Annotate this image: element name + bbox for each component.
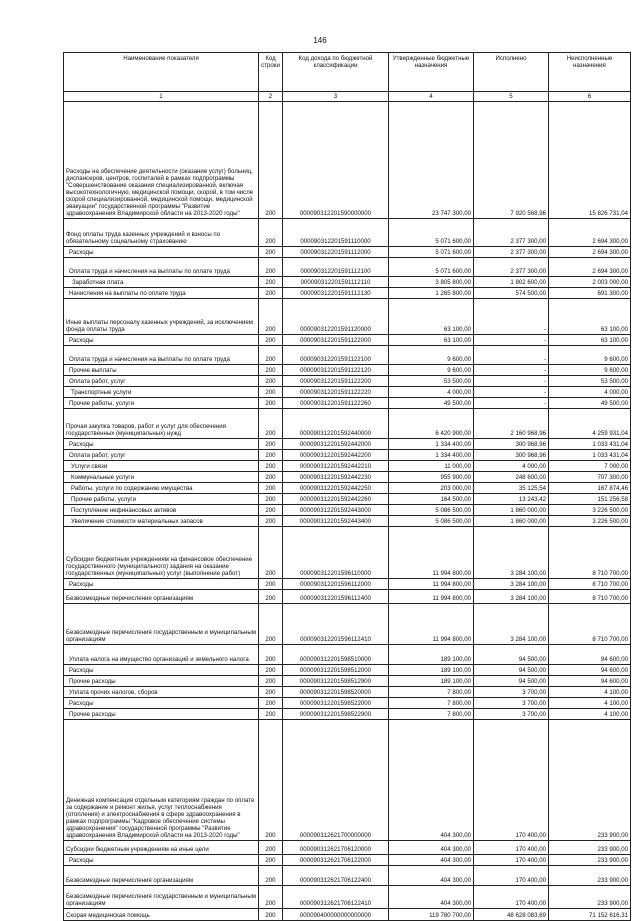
row-approved: 53 500,00: [389, 376, 474, 387]
row-unexecuted: 94 600,00: [549, 676, 631, 687]
row-executed: 48 628 083,69: [474, 909, 549, 921]
row-approved: 404 300,00: [389, 841, 474, 855]
row-code: 200: [259, 346, 283, 365]
row-unexecuted: 4 000,00: [549, 387, 631, 398]
row-name: Иные выплаты персоналу казенных учреждений, за исключением фонда оплаты труда: [64, 299, 259, 335]
row-executed: 170 400,00: [474, 886, 549, 909]
row-name: Безвозмездные перечисления организациям: [64, 590, 259, 604]
row-classification-code: 000090400000000000000: [283, 909, 389, 921]
row-classification-code: 000090312621706122000: [283, 855, 389, 866]
row-approved: 1 265 800,00: [389, 288, 474, 299]
budget-report-table: [63, 52, 631, 921]
row-unexecuted: 2 694 300,00: [549, 247, 631, 258]
table-row: [64, 288, 631, 299]
row-approved: 7 800,00: [389, 687, 474, 698]
row-name: Начисления на выплаты по оплате труда: [64, 288, 259, 299]
row-executed: 170 400,00: [474, 841, 549, 855]
row-approved: 1 334 400,00: [389, 439, 474, 450]
row-executed: 248 600,00: [474, 472, 549, 483]
table-row: [64, 472, 631, 483]
row-name: Услуги связи: [64, 461, 259, 472]
row-approved: 9 600,00: [389, 365, 474, 376]
row-approved: 11 994 800,00: [389, 527, 474, 579]
table-row: [64, 516, 631, 527]
row-unexecuted: 94 600,00: [549, 645, 631, 665]
row-approved: 189 100,00: [389, 645, 474, 665]
row-executed: 574 500,00: [474, 288, 549, 299]
row-executed: -: [474, 335, 549, 346]
row-classification-code: 000090312201591122220: [283, 387, 389, 398]
row-code: 200: [259, 886, 283, 909]
row-code: 200: [259, 604, 283, 645]
row-approved: 404 300,00: [389, 855, 474, 866]
column-number: 5: [474, 92, 549, 102]
row-executed: 1 860 000,00: [474, 516, 549, 527]
row-classification-code: 000090312201591122000: [283, 335, 389, 346]
row-classification-code: 000090312201592442260: [283, 494, 389, 505]
row-unexecuted: 233 900,00: [549, 841, 631, 855]
row-unexecuted: 63 100,00: [549, 299, 631, 335]
row-name: Расходы: [64, 855, 259, 866]
table-row: [64, 687, 631, 698]
row-unexecuted: 63 100,00: [549, 335, 631, 346]
row-executed: 170 400,00: [474, 855, 549, 866]
row-classification-code: 000090312201591122120: [283, 365, 389, 376]
row-unexecuted: 3 226 500,00: [549, 505, 631, 516]
row-code: 200: [259, 645, 283, 665]
row-name: Прочая закупка товаров, работ и услуг для обеспечения государственных (муниципальных) нужд: [64, 409, 259, 439]
row-executed: 4 000,00: [474, 461, 549, 472]
row-code: 200: [259, 676, 283, 687]
row-unexecuted: 3 226 500,00: [549, 516, 631, 527]
row-name: Прочие расходы: [64, 709, 259, 720]
row-executed: 3 284 100,00: [474, 527, 549, 579]
row-code: 200: [259, 398, 283, 409]
row-code: 200: [259, 472, 283, 483]
table-row: [64, 335, 631, 346]
row-executed: 3 284 100,00: [474, 590, 549, 604]
table-row: [64, 398, 631, 409]
row-classification-code: 000090312201598512900: [283, 676, 389, 687]
row-classification-code: 000090312201590000000: [283, 102, 389, 219]
row-name: Оплата работ, услуг: [64, 450, 259, 461]
row-code: 200: [259, 687, 283, 698]
row-classification-code: 000090312201598522900: [283, 709, 389, 720]
row-code: 200: [259, 516, 283, 527]
header-executed: Исполнено: [474, 53, 549, 92]
row-classification-code: 000090312201591112110: [283, 277, 389, 288]
table-row: [64, 579, 631, 590]
header-name: Наименование показателя: [64, 53, 259, 92]
table-row: [64, 277, 631, 288]
row-approved: 164 500,00: [389, 494, 474, 505]
row-code: 200: [259, 866, 283, 886]
row-executed: -: [474, 299, 549, 335]
row-classification-code: 000090312201598510000: [283, 645, 389, 665]
table-row: [64, 665, 631, 676]
row-executed: 1 802 600,00: [474, 277, 549, 288]
row-approved: 7 800,00: [389, 709, 474, 720]
row-name: Расходы: [64, 247, 259, 258]
row-code: 200: [259, 505, 283, 516]
row-classification-code: 000090312201592442230: [283, 472, 389, 483]
row-unexecuted: 167 874,46: [549, 483, 631, 494]
row-executed: 94 500,00: [474, 676, 549, 687]
row-approved: 23 747 300,00: [389, 102, 474, 219]
row-name: Расходы: [64, 665, 259, 676]
table-row: [64, 855, 631, 866]
row-name: Прочие работы, услуги: [64, 494, 259, 505]
table-row: [64, 450, 631, 461]
row-name: Поступление нефинансовых активов: [64, 505, 259, 516]
table-row: [64, 604, 631, 645]
row-executed: 7 920 568,96: [474, 102, 549, 219]
row-code: 200: [259, 494, 283, 505]
table-row: [64, 494, 631, 505]
row-approved: 404 300,00: [389, 886, 474, 909]
row-approved: 955 900,00: [389, 472, 474, 483]
header-classification: Код дохода по бюджетной классификации: [283, 53, 389, 92]
table-row: [64, 376, 631, 387]
row-unexecuted: 9 600,00: [549, 365, 631, 376]
table-row: [64, 527, 631, 579]
row-unexecuted: 8 710 700,00: [549, 590, 631, 604]
row-code: 200: [259, 720, 283, 841]
row-classification-code: 000090312201592443000: [283, 505, 389, 516]
row-unexecuted: 4 100,00: [549, 687, 631, 698]
row-name: Расходы: [64, 698, 259, 709]
row-approved: 3 805 800,00: [389, 277, 474, 288]
row-name: Расходы: [64, 335, 259, 346]
row-executed: 2 160 968,96: [474, 409, 549, 439]
row-unexecuted: 8 710 700,00: [549, 579, 631, 590]
row-unexecuted: 8 710 700,00: [549, 527, 631, 579]
row-code: 200: [259, 409, 283, 439]
row-approved: 49 500,00: [389, 398, 474, 409]
row-executed: 2 377 300,00: [474, 219, 549, 247]
row-classification-code: 000090312201592443400: [283, 516, 389, 527]
row-unexecuted: 1 033 431,04: [549, 450, 631, 461]
row-approved: 63 100,00: [389, 299, 474, 335]
row-unexecuted: 2 694 300,00: [549, 219, 631, 247]
row-name: Фонд оплаты труда казенных учреждений и взносы по обязательному социальному страхованию: [64, 219, 259, 247]
header-approved: Утвержденные бюджетные назначения: [389, 53, 474, 92]
row-executed: -: [474, 398, 549, 409]
row-code: 200: [259, 247, 283, 258]
row-code: 200: [259, 219, 283, 247]
row-code: 200: [259, 299, 283, 335]
row-classification-code: 000090312201591110000: [283, 219, 389, 247]
row-code: 200: [259, 909, 283, 921]
row-executed: 3 700,00: [474, 687, 549, 698]
table-row: [64, 886, 631, 909]
row-classification-code: 000090312201591120000: [283, 299, 389, 335]
row-executed: 13 243,42: [474, 494, 549, 505]
row-classification-code: 000090312201592442210: [283, 461, 389, 472]
table-row: [64, 645, 631, 665]
row-code: 200: [259, 102, 283, 219]
row-unexecuted: 4 100,00: [549, 698, 631, 709]
row-name: Оплата труда и начисления на выплаты по оплате труда: [64, 258, 259, 277]
table-row: [64, 219, 631, 247]
row-name: Безвозмездные перечисления государственным и муниципальным организациям: [64, 886, 259, 909]
table-row: [64, 698, 631, 709]
row-classification-code: 000090312621706122410: [283, 886, 389, 909]
row-unexecuted: 1 033 431,04: [549, 439, 631, 450]
row-approved: 9 600,00: [389, 346, 474, 365]
row-code: 200: [259, 450, 283, 461]
row-name: Работы, услуги по содержанию имущества: [64, 483, 259, 494]
row-executed: -: [474, 387, 549, 398]
row-approved: 11 994 800,00: [389, 590, 474, 604]
row-code: 200: [259, 841, 283, 855]
row-unexecuted: 53 500,00: [549, 376, 631, 387]
table-row: [64, 841, 631, 855]
row-code: 200: [259, 665, 283, 676]
table-row: [64, 720, 631, 841]
row-code: 200: [259, 698, 283, 709]
row-name: Прочие выплаты: [64, 365, 259, 376]
row-name: Уплата прочих налогов, сборов: [64, 687, 259, 698]
row-code: 200: [259, 483, 283, 494]
row-name: Прочие расходы: [64, 676, 259, 687]
row-classification-code: 000090312201591122200: [283, 376, 389, 387]
row-code: 200: [259, 258, 283, 277]
row-unexecuted: 9 600,00: [549, 346, 631, 365]
row-executed: 170 400,00: [474, 866, 549, 886]
row-code: 200: [259, 590, 283, 604]
row-classification-code: 000090312201598520000: [283, 687, 389, 698]
table-row: [64, 483, 631, 494]
header-code: Код строки: [259, 53, 283, 92]
row-name: Коммунальные услуги: [64, 472, 259, 483]
row-name: Денежная компенсация отдельным категориям граждан по оплате за содержание и ремонт жилья, услуг теплоснабжения (отопления) и электроснабжения в сфере здравоохранения в рамках подпрограммы "Кадровое обеспечение системы здравоохранения" государственной программы "Развитие здравоохранения Владимирской области на 2013-2020 годы": [64, 720, 259, 841]
row-executed: 300 968,96: [474, 450, 549, 461]
table-row: [64, 299, 631, 335]
row-executed: 3 700,00: [474, 709, 549, 720]
row-approved: 5 071 600,00: [389, 247, 474, 258]
row-name: Увеличение стоимости материальных запасов: [64, 516, 259, 527]
row-unexecuted: 233 900,00: [549, 866, 631, 886]
row-unexecuted: 15 826 731,04: [549, 102, 631, 219]
row-name: Заработная плата: [64, 277, 259, 288]
row-classification-code: 000090312201596112410: [283, 604, 389, 645]
row-approved: 189 100,00: [389, 676, 474, 687]
row-classification-code: 000090312201596110000: [283, 527, 389, 579]
row-classification-code: 000090312201591112130: [283, 288, 389, 299]
row-classification-code: 000090312621706120000: [283, 841, 389, 855]
row-unexecuted: 8 710 700,00: [549, 604, 631, 645]
row-unexecuted: 151 256,58: [549, 494, 631, 505]
row-approved: 5 071 600,00: [389, 219, 474, 247]
row-executed: -: [474, 376, 549, 387]
row-name: Субсидии бюджетным учреждениям на финансовое обеспечение государственного (муниципального) задания на оказание государственных (муниципальных) услуг (выполнение работ): [64, 527, 259, 579]
table-row: [64, 439, 631, 450]
row-code: 200: [259, 855, 283, 866]
row-name: Безвозмездные перечисления государственным и муниципальным организациям: [64, 604, 259, 645]
row-classification-code: 000090312201596112000: [283, 579, 389, 590]
column-number: 6: [549, 92, 631, 102]
row-name: Расходы на обеспечение деятельности (оказание услуг) больниц, диспансеров, центров, госпиталей в рамках подпрограммы "Совершенствование оказания специализированной, включая высокотехнологичную, медицинской помощи, скорой, в том числе скорой специализированной, медицинской помощи, медицинской эвакуации" государственной программы "Развитие здравоохранения Владимирской области на 2013-2020 годы": [64, 102, 259, 219]
row-approved: 203 000,00: [389, 483, 474, 494]
header-unexecuted: Неисполненные назначения: [549, 53, 631, 92]
row-classification-code: 000090312621706122400: [283, 866, 389, 886]
row-code: 200: [259, 579, 283, 590]
row-executed: 1 860 000,00: [474, 505, 549, 516]
row-name: Скорая медицинская помощь: [64, 909, 259, 921]
row-classification-code: 000090312201598512000: [283, 665, 389, 676]
page-number: 146: [313, 36, 327, 45]
row-unexecuted: 7 000,00: [549, 461, 631, 472]
row-approved: 11 000,00: [389, 461, 474, 472]
header-row: [64, 53, 631, 92]
table-row: [64, 709, 631, 720]
row-unexecuted: 4 100,00: [549, 709, 631, 720]
row-code: 200: [259, 461, 283, 472]
row-executed: 170 400,00: [474, 720, 549, 841]
row-executed: 35 125,54: [474, 483, 549, 494]
row-unexecuted: 71 152 616,31: [549, 909, 631, 921]
row-unexecuted: 233 900,00: [549, 720, 631, 841]
table-row: [64, 866, 631, 886]
row-unexecuted: 233 900,00: [549, 886, 631, 909]
table-row: [64, 365, 631, 376]
row-classification-code: 000090312201591112000: [283, 247, 389, 258]
row-unexecuted: 2 694 300,00: [549, 258, 631, 277]
row-unexecuted: 233 900,00: [549, 855, 631, 866]
row-classification-code: 000090312201598522000: [283, 698, 389, 709]
row-code: 200: [259, 365, 283, 376]
row-name: Уплата налога на имущество организаций и земельного налога: [64, 645, 259, 665]
row-unexecuted: 94 600,00: [549, 665, 631, 676]
row-executed: -: [474, 365, 549, 376]
table-body: [64, 102, 631, 921]
row-code: 200: [259, 709, 283, 720]
column-number: 1: [64, 92, 259, 102]
table-row: [64, 346, 631, 365]
row-code: 200: [259, 387, 283, 398]
row-unexecuted: 707 300,00: [549, 472, 631, 483]
row-name: Расходы: [64, 579, 259, 590]
table-row: [64, 590, 631, 604]
row-name: Субсидии бюджетным учреждениям на иные цели: [64, 841, 259, 855]
row-approved: 1 334 400,00: [389, 450, 474, 461]
table-row: [64, 909, 631, 921]
row-approved: 5 071 600,00: [389, 258, 474, 277]
row-executed: 94 500,00: [474, 645, 549, 665]
row-name: Оплата труда и начисления на выплаты по оплате труда: [64, 346, 259, 365]
row-classification-code: 000090312201592442000: [283, 439, 389, 450]
row-code: 200: [259, 277, 283, 288]
row-classification-code: 000090312201591122260: [283, 398, 389, 409]
row-executed: 3 700,00: [474, 698, 549, 709]
column-number: 3: [283, 92, 389, 102]
row-classification-code: 000090312201591112100: [283, 258, 389, 277]
row-approved: 5 086 500,00: [389, 505, 474, 516]
row-code: 200: [259, 376, 283, 387]
table-row: [64, 258, 631, 277]
row-unexecuted: 691 300,00: [549, 288, 631, 299]
row-code: 200: [259, 335, 283, 346]
table-row: [64, 676, 631, 687]
row-classification-code: 000090312201596112400: [283, 590, 389, 604]
row-approved: 6 420 900,00: [389, 409, 474, 439]
row-approved: 11 994 800,00: [389, 579, 474, 590]
row-approved: 7 800,00: [389, 698, 474, 709]
row-code: 200: [259, 527, 283, 579]
row-approved: 11 994 800,00: [389, 604, 474, 645]
table-row: [64, 409, 631, 439]
row-classification-code: 000090312201592440000: [283, 409, 389, 439]
row-classification-code: 000090312201591122100: [283, 346, 389, 365]
row-unexecuted: 4 259 931,04: [549, 409, 631, 439]
row-executed: 2 377 300,00: [474, 258, 549, 277]
row-approved: 5 086 500,00: [389, 516, 474, 527]
table-row: [64, 505, 631, 516]
row-executed: 94 500,00: [474, 665, 549, 676]
row-name: Оплата работ, услуг: [64, 376, 259, 387]
column-number-row: [64, 92, 631, 102]
table-row: [64, 102, 631, 219]
column-number: 4: [389, 92, 474, 102]
row-approved: 119 780 700,00: [389, 909, 474, 921]
row-approved: 404 300,00: [389, 720, 474, 841]
row-code: 200: [259, 439, 283, 450]
row-name: Прочие работы, услуги: [64, 398, 259, 409]
row-executed: 3 284 100,00: [474, 604, 549, 645]
row-classification-code: 000090312621700000000: [283, 720, 389, 841]
row-code: 200: [259, 288, 283, 299]
table-row: [64, 461, 631, 472]
column-number: 2: [259, 92, 283, 102]
table-row: [64, 247, 631, 258]
row-name: Безвозмездные перечисления организациям: [64, 866, 259, 886]
row-approved: 404 300,00: [389, 866, 474, 886]
row-approved: 63 100,00: [389, 335, 474, 346]
row-name: Расходы: [64, 439, 259, 450]
row-classification-code: 000090312201592442200: [283, 450, 389, 461]
row-executed: 3 284 100,00: [474, 579, 549, 590]
row-executed: -: [474, 346, 549, 365]
row-approved: 4 000,00: [389, 387, 474, 398]
row-name: Транспортные услуги: [64, 387, 259, 398]
row-unexecuted: 2 003 000,00: [549, 277, 631, 288]
row-approved: 189 100,00: [389, 665, 474, 676]
row-unexecuted: 49 500,00: [549, 398, 631, 409]
row-executed: 300 968,96: [474, 439, 549, 450]
row-executed: 2 377 300,00: [474, 247, 549, 258]
table-row: [64, 387, 631, 398]
row-classification-code: 000090312201592442250: [283, 483, 389, 494]
